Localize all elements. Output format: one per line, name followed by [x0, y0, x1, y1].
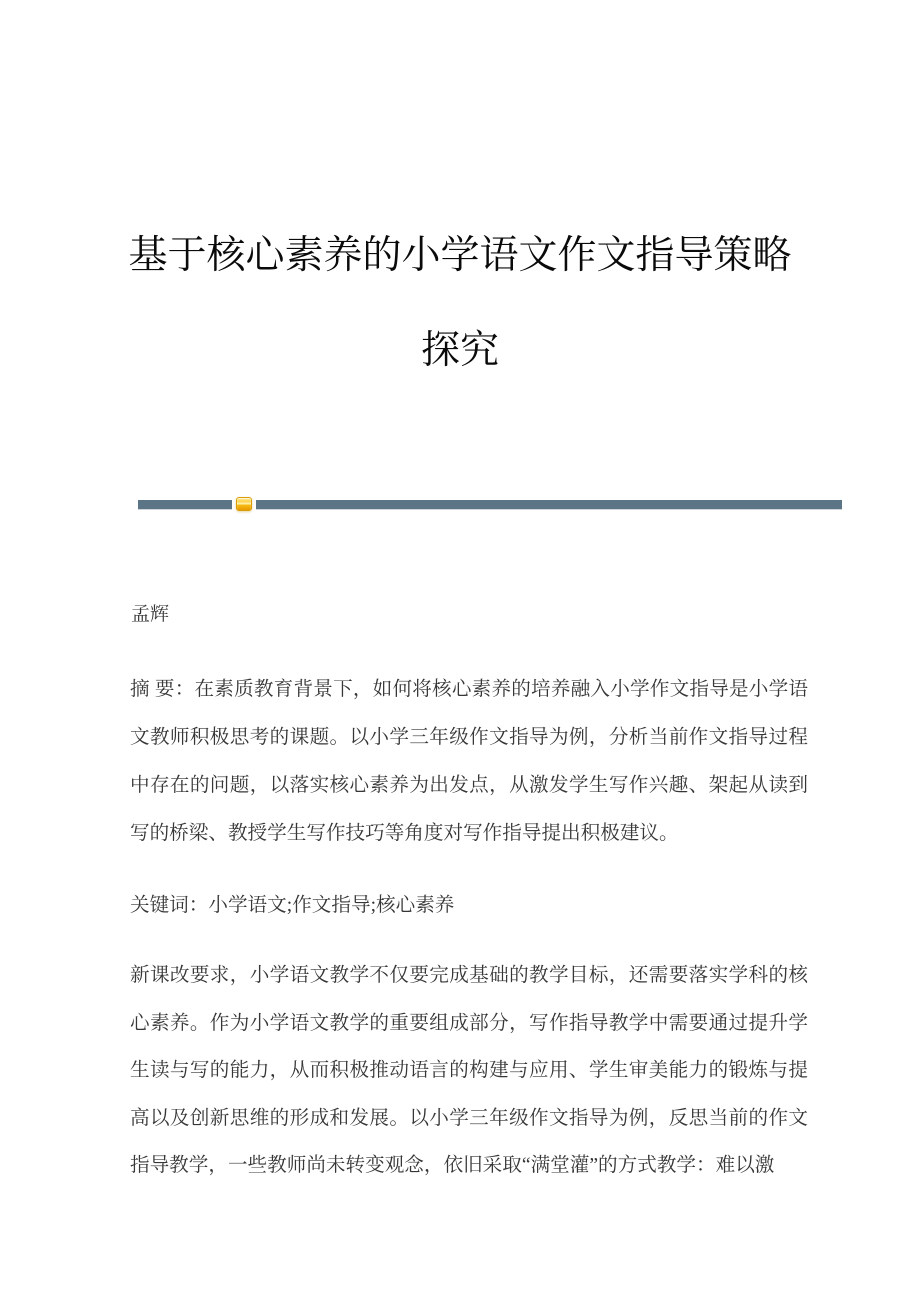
keywords-line: 关键词：小学语文;作文指导;核心素养 — [130, 895, 455, 916]
article-title — [0, 208, 920, 398]
divider-right-segment — [256, 500, 842, 509]
article-title-line-2: 探究 — [420, 329, 499, 372]
abstract-paragraph: 摘 要：在素质教育背景下，如何将核心素养的培养融入小学作文指导是小学语文教师积极思考的课题。以小学三年级作文指导为例，分析当前作文指导过程中存在的问题，以落实核心素养为出发点，从激发学生写作兴趣、架起从读到写的桥梁、教授学生写作技巧等角度对写作指导提出积极建议。 — [130, 679, 808, 844]
body-paragraph: 新课改要求，小学语文教学不仅要完成基础的教学目标，还需要落实学科的核心素养。作为小学语文教学的重要组成部分，写作指导教学中需要通过提升学生读与写的能力，从而积极推动语言的构建与应用、学生审美能力的锻炼与提高以及创新思维的形成和发展。以小学三年级作文指导为例，反思当前的作文指导教学，一些教师尚未转变观念，依旧采取“满堂灌”的方式教学：难以激 — [130, 965, 808, 1176]
author-name: 孟辉 — [131, 604, 170, 625]
divider-left-segment — [138, 500, 232, 509]
article-title-line-1: 基于核心素养的小学语文作文指导策略 — [128, 234, 792, 277]
title-divider — [138, 497, 842, 511]
gold-badge-icon — [236, 497, 252, 511]
